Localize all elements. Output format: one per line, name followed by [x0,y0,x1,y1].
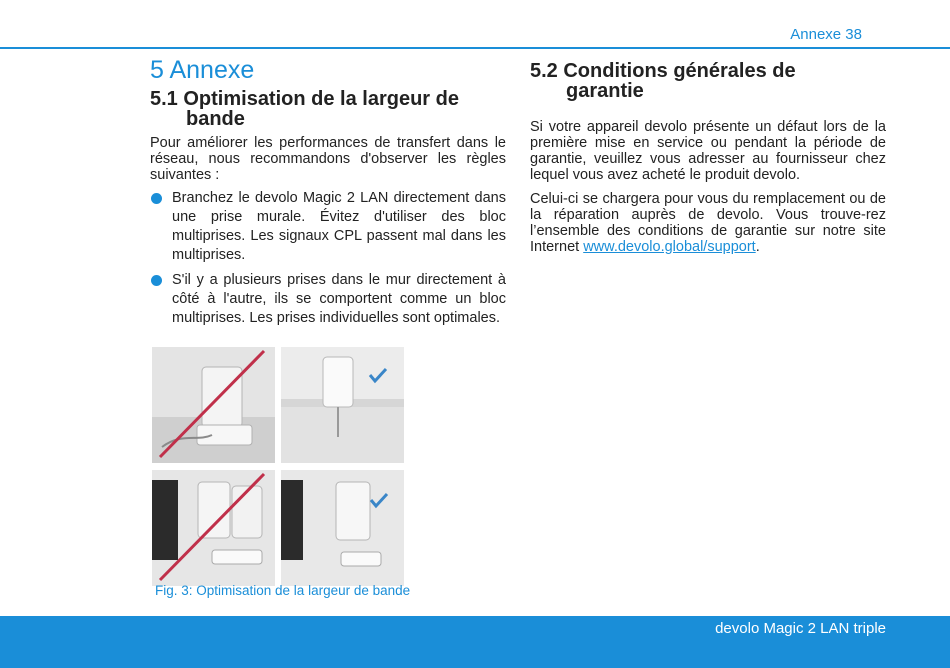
section-title-5-2: 5.2 Conditions générales de garantie [530,61,890,101]
figure-caption: Fig. 3: Optimisation de la largeur de bande [155,583,411,598]
support-link[interactable]: www.devolo.global/support [583,239,756,255]
figure-panel-wall-socket-ok [281,347,404,463]
warranty-paragraph-2: Celui-ci se chargera pour vous du remplacement ou de la réparation auprès de devolo. Vous trouve-rez l’ensemble des conditions de garantie sur notre site Internet www.devolo.global/support. [530,191,886,255]
recommendation-list [150,189,506,334]
intro-paragraph: Pour améliorer les performances de transfert dans le réseau, nous recommandons d'observer les règles suivantes : [150,135,506,183]
page-number: Annexe 38 [790,26,862,43]
figure-panel-power-strip-wrong [152,347,275,463]
header-rule [0,47,950,49]
bandwidth-figure [152,347,404,586]
figure-panel-laptop-single-ok [281,470,404,586]
figure-panel-laptop-strip-wrong [152,470,275,586]
bullet-dot-icon [151,193,162,204]
footer-product-name: devolo Magic 2 LAN triple [715,620,886,637]
list-item: S'il y a plusieurs prises dans le mur directement à côté à l'autre, ils se comportent comme un bloc multiprises. Les prises individuelles sont optimales. [150,271,506,328]
chapter-title: 5 Annexe [150,56,255,84]
warranty-paragraph-1: Si votre appareil devolo présente un défaut lors de la première mise en service ou pendant la période de garantie, veuillez vous adresser au fournisseur chez lequel vous avez acheté le produit devolo. [530,119,886,183]
section-title-5-1: 5.1 Optimisation de la largeur de bande [150,89,510,129]
section-title-5-2-cont: garantie [566,80,644,102]
section-title-5-1-cont: bande [186,108,245,130]
list-item: Branchez le devolo Magic 2 LAN directement dans une prise murale. Évitez d'utiliser des bloc multiprises. Les signaux CPL passent mal dans les multiprises. [150,189,506,265]
bullet-dot-icon [151,275,162,286]
